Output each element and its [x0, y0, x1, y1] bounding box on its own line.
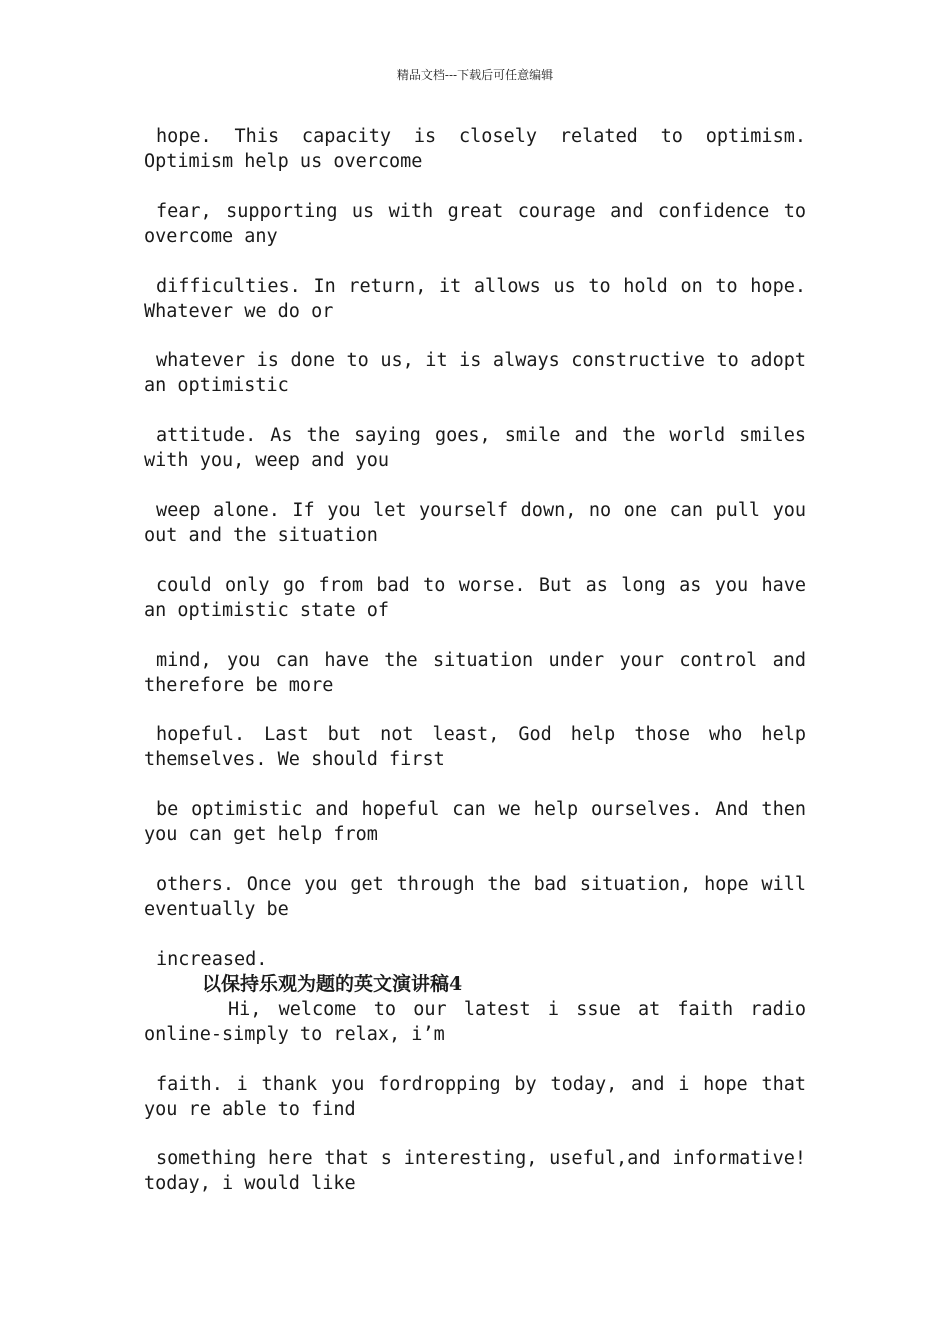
- paragraph: attitude. As the saying goes, smile and the world smiles with you, weep and you: [144, 425, 806, 472]
- paragraph: be optimistic and hopeful can we help ourselves. And then you can get help from: [144, 799, 806, 846]
- paragraph: something here that s interesting, useful,and informative! today, i would like: [144, 1148, 806, 1195]
- paragraph: mind, you can have the situation under your control and therefore be more: [144, 649, 806, 696]
- paragraph: difficulties. In return, it allows us to hold on to hope. Whatever we do or: [144, 275, 806, 322]
- paragraph: faith. i thank you fordropping by today, and i hope that you re able to find: [144, 1073, 806, 1120]
- document-body: [144, 124, 806, 1221]
- paragraph: fear, supporting us with great courage and confidence to overcome any: [144, 200, 806, 247]
- section-heading: 以保持乐观为题的英文演讲稿4: [202, 972, 463, 995]
- paragraph: weep alone. If you let yourself down, no one can pull you out and the situation: [144, 499, 806, 546]
- paragraph: others. Once you get through the bad situation, hope will eventually be: [144, 873, 806, 920]
- paragraph: whatever is done to us, it is always constructive to adopt an optimistic: [144, 350, 806, 397]
- paragraph: hopeful. Last but not least, God help those who help themselves. We should first: [144, 724, 806, 771]
- paragraph: Hi, welcome to our latest i ssue at faith radio online-simply to relax, i’m: [144, 998, 806, 1045]
- paragraph: could only go from bad to worse. But as long as you have an optimistic state of: [144, 574, 806, 621]
- page-header: 精品文档---下载后可任意编辑: [396, 68, 554, 82]
- paragraph: increased.: [156, 948, 268, 970]
- paragraph: hope. This capacity is closely related to optimism. Optimism help us overcome: [144, 126, 806, 172]
